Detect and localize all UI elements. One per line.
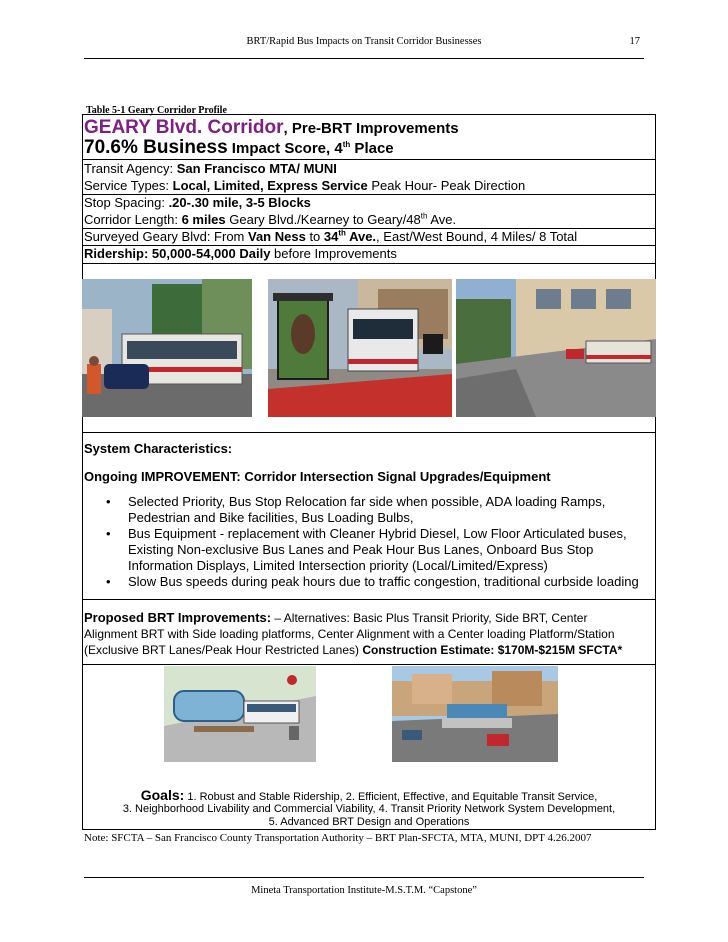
corridor-name: GEARY Blvd. Corridor: [84, 118, 284, 138]
table-title-line1: GEARY Blvd. Corridor, Pre-BRT Improvements: [84, 118, 459, 138]
photo-bus-shelter: [268, 279, 452, 417]
row-transit-agency: Transit Agency: San Francisco MTA/ MUNI: [84, 161, 337, 176]
construction-estimate: Construction Estimate: $170M-$215M SFCTA*: [362, 643, 623, 657]
row-ridership: Ridership: 50,000-54,000 Daily before Improvements: [84, 246, 397, 261]
row-corridor-length: Corridor Length: 6 miles Geary Blvd./Kearney to Geary/48th Ave.: [84, 212, 457, 227]
proposed-line2: Alignment BRT with Side loading platforms, Center Alignment with a Center loading Platform/Station: [84, 627, 615, 641]
photo-geary-overpass: [456, 279, 656, 417]
table-title-line2: 70.6% Business Impact Score, 4th Place: [84, 138, 394, 158]
proposed-line3: (Exclusive BRT Lanes/Peak Hour Restricted Lanes) Construction Estimate: $170M-$215M SFCTA*: [84, 643, 623, 657]
proposed-line1: Proposed BRT Improvements: – Alternatives: Basic Plus Transit Priority, Side BRT, Center: [84, 610, 588, 625]
goals-line3: 5. Advanced BRT Design and Operations: [268, 816, 470, 828]
row-divider: [82, 263, 656, 264]
page-header: [84, 36, 644, 52]
row-service-types: Service Types: Local, Limited, Express Service Peak Hour- Peak Direction: [84, 178, 526, 193]
row-surveyed: Surveyed Geary Blvd: From Van Ness to 34th Ave., East/West Bound, 4 Miles/ 8 Total: [84, 229, 578, 244]
goals-line1: Goals: 1. Robust and Stable Ridership, 2. Efficient, Effective, and Equitable Transit Service,: [140, 787, 598, 803]
system-characteristics-heading: System Characteristics:: [84, 441, 233, 456]
proposed-heading: Proposed BRT Improvements:: [84, 610, 272, 625]
running-title: BRT/Rapid Bus Impacts on Transit Corridor Businesses: [246, 36, 482, 47]
ongoing-improvement: Ongoing IMPROVEMENT: Corridor Intersection Signal Upgrades/Equipment: [84, 469, 551, 484]
page-footer: Mineta Transportation Institute-M.S.T.M. “Capstone”: [251, 885, 477, 896]
bullet-item: • Selected Priority, Bus Stop Relocation far side when possible, ADA loading Ramps, Pedestrian and Bike facilities, Bus Loading Bulbs,: [106, 494, 606, 525]
goals-label: Goals:: [140, 787, 185, 803]
row-divider: [82, 432, 656, 433]
table-note: Note: SFCTA – San Francisco County Transportation Authority – BRT Plan-SFCTA, MTA, MUNI, DPT 4.26.2007: [84, 832, 592, 844]
row-divider: [82, 664, 656, 665]
bullet-item: • Bus Equipment - replacement with Cleaner Hybrid Diesel, Low Floor Articulated buses, Existing Non-exclusive Bus Lanes and Peak Hour Bus Lanes, Onboard Bus Stop Information Displays, Limited Intersection priority (Local/Limited/Express): [106, 526, 627, 573]
footer-rule: [84, 877, 644, 878]
brt-station-rendering: [164, 666, 316, 762]
row-stop-spacing: Stop Spacing: .20-.30 mile, 3-5 Blocks: [84, 195, 311, 210]
bullet-item: • Slow Bus speeds during peak hours due to traffic congestion, traditional curbside loading: [106, 574, 639, 589]
row-divider: [82, 599, 656, 600]
center-platform-rendering: [392, 666, 558, 762]
system-bullets: [100, 494, 660, 590]
row-divider: [82, 159, 656, 160]
goals-line2: 3. Neighborhood Livability and Commercial Viability, 4. Transit Priority Network System Development,: [122, 803, 616, 815]
page-number: 17: [629, 36, 640, 47]
impact-score: 70.6% Business: [84, 138, 228, 158]
header-rule: [84, 58, 644, 59]
table-caption: Table 5-1 Geary Corridor Profile: [86, 105, 227, 116]
photo-geary-street-bus: [82, 279, 252, 417]
